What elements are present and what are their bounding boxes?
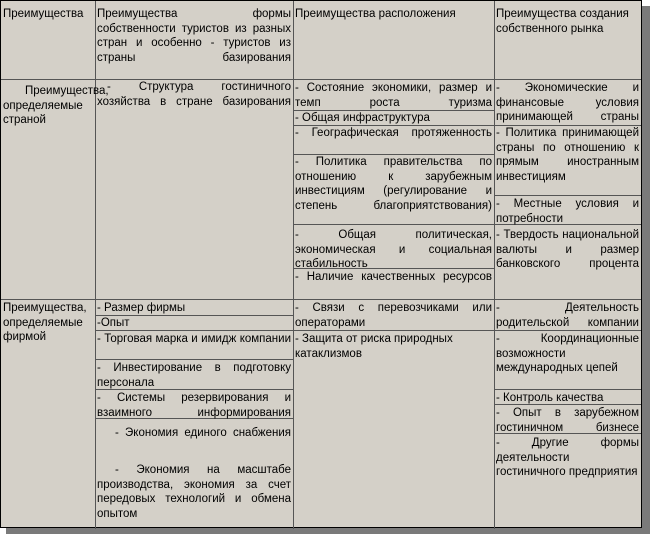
firm-ownership-item: - Инвестирование в подготовку персонала	[97, 362, 291, 389]
firm-ownership-item: -Опыт	[97, 317, 130, 329]
country-location-item: - Наличие качественных ресурсов	[295, 271, 492, 283]
row-label-country: Преимущества, определяемые страной	[3, 85, 109, 127]
firm-market-item: - Деятельность родительской компании	[496, 302, 639, 329]
firm-market-item: - Опыт в зарубежном гостиничном бизнесе	[496, 407, 639, 434]
country-market-item: - Экономические и финансовые условия принимающей страны	[496, 82, 639, 124]
country-location-item: - Состояние экономики, размер и темп роста туризма	[295, 82, 492, 109]
firm-ownership-item: - Торговая марка и имидж компании	[97, 333, 291, 345]
country-location-item: - Географическая протяженность	[295, 127, 492, 139]
header-market: Преимущества создания собственного рынка	[496, 8, 629, 35]
firm-market-item: - Другие формы деятельности гостиничного предприятия	[496, 437, 639, 479]
country-ownership-item: - Структура гостиничного хозяйства в стране базирования	[97, 81, 291, 108]
firm-market-item: - Контроль качества	[496, 392, 604, 404]
country-location-item: - Политика правительства по отношению к зарубежным инвестициям (регулирование и степень благоприятствования)	[295, 156, 492, 212]
firm-ownership-item: - Экономия на масштабе производства, экономия за счет передовых технологий и обмена опытом	[97, 464, 291, 520]
header-ownership: Преимущества формы собственности туристов из разных стран и особенно - туристов из страны базирования	[97, 8, 291, 64]
firm-ownership-item: - Экономия единого снабжения	[115, 427, 291, 439]
cell-divider	[494, 389, 641, 390]
firm-market-item: - Координационные возможности международных цепей	[496, 333, 639, 375]
country-location-item: - Общая политическая, экономическая и социальная стабильность	[295, 229, 492, 271]
cell-divider	[293, 224, 494, 225]
country-market-item: - Местные условия и потребности	[496, 198, 639, 225]
header-location: Преимущества расположения	[295, 8, 456, 20]
firm-location-item: - Связи с перевозчиками или операторами	[295, 302, 492, 329]
cell-divider	[494, 195, 641, 196]
country-market-item: - Твердость национальной валюты и размер банковского процента	[496, 229, 639, 271]
header-advantages: Преимущества	[3, 8, 84, 20]
firm-ownership-item: - Системы резервирования и взаимного информирования	[97, 392, 291, 419]
row-divider	[1, 299, 641, 300]
table-shadow-bottom	[6, 528, 650, 534]
country-market-item: - Политика принимающей страны по отношению к прямым иностранным инвестициям	[496, 127, 639, 183]
firm-location-item: - Защита от риска природных катаклизмов	[295, 333, 453, 360]
table-shadow-right	[642, 6, 650, 534]
row-label-firm: Преимущества, определяемые фирмой	[3, 302, 87, 344]
cell-divider	[95, 359, 293, 360]
firm-ownership-item: - Размер фирмы	[97, 302, 186, 314]
country-location-item: - Общая инфраструктура	[295, 112, 430, 124]
